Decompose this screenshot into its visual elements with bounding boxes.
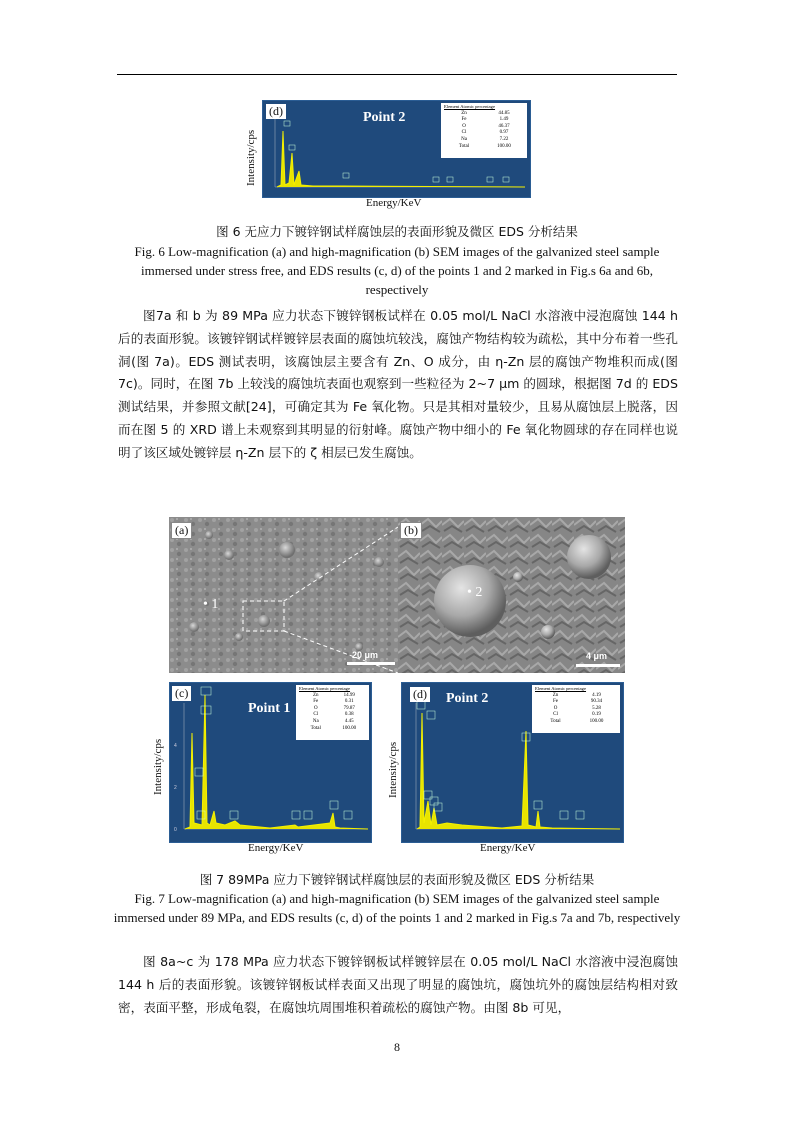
svg-text:2: 2 (174, 785, 177, 791)
fig7b-panel-label: (b) (400, 522, 422, 539)
fig7a-panel-label: (a) (171, 522, 192, 539)
table-row: Cl 0.38 (313, 712, 354, 718)
fig6d-ylabel: Intensity/cps (245, 129, 257, 186)
table-header: Element Atomic percentage (299, 686, 351, 691)
fig6d-composition-table (441, 103, 527, 158)
fig7c-eds-spectrum (169, 682, 372, 843)
fig7b-scale-bar (576, 664, 620, 667)
table-row: Cl 0.19 (553, 712, 601, 718)
fig7d-composition-table (532, 685, 620, 733)
fig7c-xlabel: Energy/KeV (248, 842, 304, 854)
table-row: Total 100.00 (550, 718, 604, 724)
fig7a-sem-image (169, 517, 398, 673)
svg-text:4: 4 (174, 743, 177, 749)
table-row: Cl 0.97 (461, 130, 509, 136)
fig6d-eds-spectrum (262, 100, 531, 198)
fig7b-point-marker: • 2 (467, 585, 483, 600)
fig7d-xlabel: Energy/KeV (480, 842, 536, 854)
fig7d-eds-spectrum (401, 682, 624, 843)
table-row: O 79.87 (313, 705, 355, 711)
table-row: Na 4.45 (312, 718, 354, 724)
page-number: 8 (394, 1040, 400, 1054)
fig6d-panel-label: (d) (266, 104, 286, 119)
fig7a-scale-label: 20 μm (352, 650, 379, 660)
fig6d-xlabel: Energy/KeV (366, 197, 422, 209)
table-row: Total 100.00 (310, 725, 357, 731)
fig7-caption-cn: 图 7 89MPa 应力下镀锌钢试样腐蚀层的表面形貌及微区 EDS 分析结果 (199, 872, 595, 887)
table-header: Element Atomic percentage (444, 104, 496, 109)
table-row: O 46.37 (462, 123, 510, 129)
table-row: Zn 4.19 (552, 692, 601, 698)
fig7-caption-en: Fig. 7 Low-magnification (a) and high-magnification (b) SEM images of the galvanized steel sample immersed under 89 MPa, and EDS results (c, d) of the points 1 and 2 marked in Fig.s 7a and 7b, respectively (113, 891, 681, 925)
fig7d-point-label: Point 2 (446, 691, 489, 706)
svg-text:0: 0 (174, 827, 177, 833)
table-row: Total 100.00 (458, 143, 511, 149)
table-row: Fe 1.49 (461, 117, 509, 123)
fig7a-point-marker: • 1 (203, 597, 219, 612)
table-row: O 5.28 (553, 705, 601, 711)
fig7c-point-label: Point 1 (248, 701, 291, 716)
fig6-caption-en: Fig. 6 Low-magnification (a) and high-magnification (b) SEM images of the galvanized steel sample immersed under stress free, and EDS results (c, d) of the points 1 and 2 marked in Fig.s 6a and 6b, respectively (134, 244, 660, 297)
table-header: Element Atomic percentage (535, 686, 587, 691)
body-paragraph-2: 图 8a~c 为 178 MPa 应力状态下镀锌钢板试样镀锌层在 0.05 mol/L NaCl 水溶液中浸泡腐蚀 144 h 后的表面形貌。该镀锌钢板试样表面又出现了明显的腐蚀坑，腐蚀坑外的腐蚀层结构相对致密，表面平整，形成龟裂，在腐蚀坑周围堆积着疏松的腐蚀产物。由图 8b 可见， (118, 954, 678, 1015)
table-row: Na 7.22 (461, 136, 509, 142)
fig7d-panel-label: (d) (410, 687, 430, 702)
fig7b-scale-label: 4 μm (586, 651, 608, 661)
header-rule (117, 74, 677, 75)
fig7d-ylabel: Intensity/cps (387, 741, 399, 798)
fig7a-scale-bar (347, 662, 395, 665)
fig7c-composition-table (296, 685, 369, 740)
table-row: Fe 90.34 (553, 699, 603, 705)
fig7c-panel-label: (c) (172, 686, 191, 701)
fig7c-ylabel: Intensity/cps (152, 738, 164, 795)
fig7b-sem-image (398, 517, 625, 673)
fig7b-sem-texture (398, 517, 625, 673)
body-paragraph-1: 图7a 和 b 为 89 MPa 应力状态下镀锌钢板试样在 0.05 mol/L NaCl 水溶液中浸泡腐蚀 144 h 后的表面形貌。该镀锌钢试样镀锌层表面的腐蚀坑较浅，腐蚀产物结构较为疏松，其中分布着一些孔洞(图 7a)。EDS 测试表明，该腐蚀层主要含有 Zn、O 成分，由 η-Zn 层的腐蚀产物堆积而成(图 7c)。同时，在图 7b 上较浅的腐蚀坑表面也观察到一些粒径为 2~7 μm 的圆球，根据图 7d 的 EDS 测试结果，并参照文献[24]，可确定其为 Fe 氧化物。只是其相对量较少，且易从腐蚀层上脱落，因而在图 5 的 XRD 谱上未观察到其明显的衍射峰。腐蚀产物中细小的 Fe 氧化物圆球的存在同样也说明了该区域处镀锌层 η-Zn 层下的 ζ 相层已发生腐蚀。 (118, 308, 678, 460)
fig6d-point-label: Point 2 (363, 110, 406, 125)
table-row: Zn 44.85 (461, 110, 510, 116)
table-row: Fe 0.31 (313, 699, 354, 705)
fig6-caption-cn: 图 6 无应力下镀锌钢试样腐蚀层的表面形貌及微区 EDS 分析结果 (216, 224, 578, 239)
table-row: Zn 14.99 (312, 692, 355, 698)
